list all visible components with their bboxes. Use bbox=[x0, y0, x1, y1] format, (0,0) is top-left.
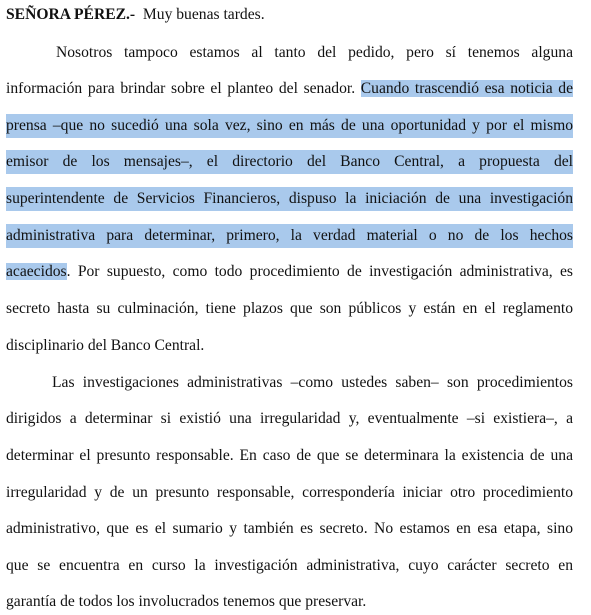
paragraph-line bbox=[6, 297, 573, 321]
line-text: que se encuentra en curso la investigación administrativa, cuyo carácter secreto en bbox=[6, 557, 573, 574]
line-text: dirigidos a determinar si existió una irregularidad y, eventualmente –si existiera–, a bbox=[6, 410, 573, 427]
speaker-line bbox=[6, 3, 573, 27]
paragraph-line bbox=[6, 517, 573, 541]
line-text: información para brindar sobre el planteo del senador. bbox=[6, 80, 361, 97]
paragraph-line bbox=[6, 590, 573, 614]
line-text: . Por supuesto, como todo procedimiento de investigación administrativa, es bbox=[66, 263, 573, 280]
greeting-text: Muy buenas tardes. bbox=[142, 6, 265, 23]
speaker-label: SEÑORA PÉREZ.- bbox=[6, 6, 136, 23]
highlighted-selection[interactable] bbox=[6, 224, 573, 248]
paragraph-line bbox=[6, 77, 573, 101]
paragraph-line bbox=[6, 260, 573, 284]
line-text: Nosotros tampoco estamos al tanto del pedido, pero sí tenemos alguna bbox=[56, 44, 573, 61]
highlighted-selection[interactable] bbox=[6, 187, 573, 211]
line-text: disciplinario del Banco Central. bbox=[6, 337, 205, 354]
line-text: irregularidad y de un presunto responsable, correspondería iniciar otro procedimiento bbox=[6, 484, 573, 501]
paragraph-line bbox=[6, 407, 573, 431]
line-text: superintendente de Servicios Financieros, dispuso la iniciación de una investigación bbox=[6, 190, 573, 207]
line-text: emisor de los mensajes–, el directorio del Banco Central, a propuesta del bbox=[6, 153, 573, 170]
line-text: determinar el presunto responsable. En caso de que se determinara la existencia de una bbox=[6, 447, 573, 464]
line-text: administrativa para determinar, primero, la verdad material o no de los hechos bbox=[6, 227, 573, 244]
line-text: administrativo, que es el sumario y también es secreto. No estamos en esa etapa, sino bbox=[6, 520, 573, 537]
line-text: prensa –que no sucedió una sola vez, sino en más de una oportunidad y por el mismo bbox=[6, 117, 573, 134]
paragraph-line bbox=[52, 371, 573, 395]
paragraph-line bbox=[6, 334, 573, 358]
line-text: Las investigaciones administrativas –como ustedes saben– son procedimientos bbox=[52, 374, 573, 391]
highlighted-selection[interactable] bbox=[6, 114, 573, 138]
line-text: garantía de todos los involucrados tenemos que preservar. bbox=[6, 593, 367, 610]
highlighted-selection[interactable]: Cuando trascendió esa noticia de bbox=[360, 80, 573, 97]
paragraph-line bbox=[6, 554, 573, 578]
highlighted-selection[interactable]: acaecidos bbox=[6, 263, 67, 280]
paragraph-line bbox=[6, 481, 573, 505]
highlighted-selection[interactable] bbox=[6, 150, 573, 174]
paragraph-line bbox=[6, 444, 573, 468]
line-text: secreto hasta su culminación, tiene plazos que son públicos y están en el reglamento bbox=[6, 300, 573, 317]
paragraph-line bbox=[56, 41, 573, 65]
